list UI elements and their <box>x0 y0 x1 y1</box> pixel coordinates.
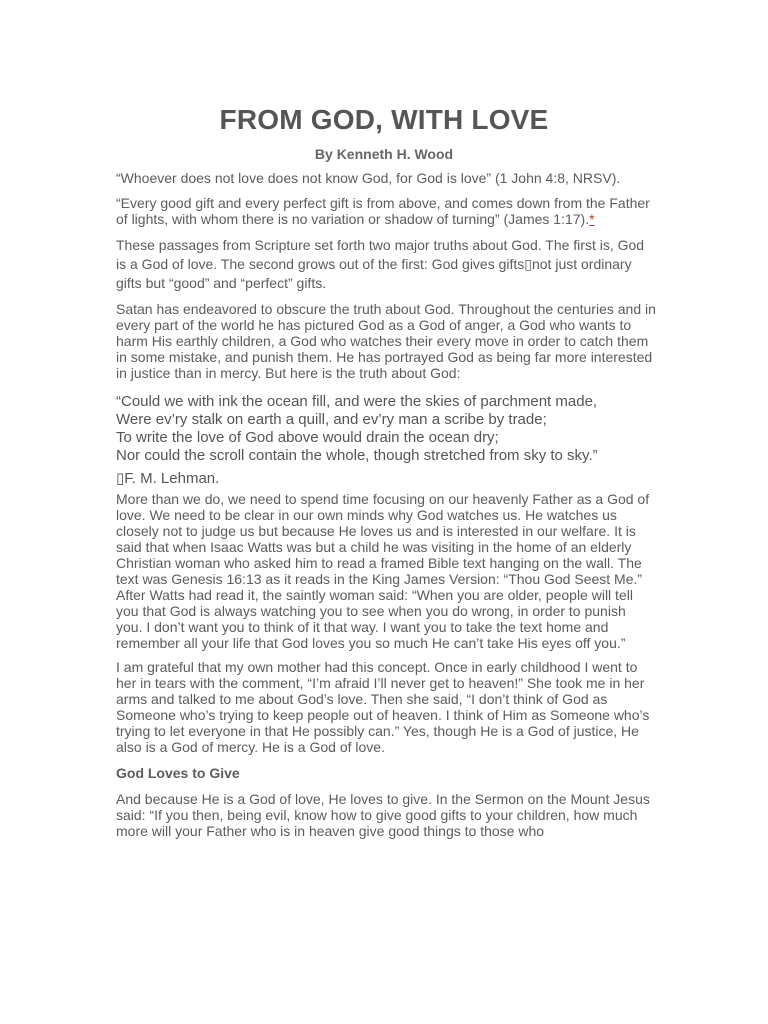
document-title: FROM GOD, WITH LOVE <box>219 104 549 135</box>
section-heading: God Loves to Give <box>116 764 240 781</box>
author-byline: By Kenneth H. Wood <box>314 146 454 162</box>
poem-line: “Could we with ink the ocean fill, and were the skies of parchment made, <box>116 392 598 410</box>
poem-block <box>116 393 656 465</box>
footnote-link[interactable]: * <box>589 211 595 227</box>
scripture-quote-2-text: “Every good gift and every perfect gift is from above, and comes down from the Father of lights, with whom there is no variation or shadow of turning” (James 1:17). <box>116 194 650 227</box>
poem-line: Were ev’ry stalk on earth a quill, and ev’ry man a scribe by trade; <box>116 410 547 428</box>
paragraph-2: Satan has endeavored to obscure the truth about God. Throughout the centuries and in every part of the world he has pictured God as a God of anger, a God who wants to harm His earthly children, a God who watches their every move in order to catch them in some mistake, and punish them. He has portrayed God as being far more interested in justice than in mercy. But here is the truth about God: <box>116 300 656 381</box>
document-body <box>116 170 656 847</box>
paragraph-1: These passages from Scripture set forth two major truths about God. The first is, God is a God of love. The second grows out of the first: God gives gifts▯not just ordinary gifts but “good” and “perfect” gifts. <box>116 236 645 291</box>
scripture-quote-2 <box>116 195 656 228</box>
paragraph-3: More than we do, we need to spend time focusing on our heavenly Father as a God of love. We need to be clear in our own minds why God watches us. He watches us closely not to judge us but because He loves us and is interested in our welfare. It is said that when Isaac Watts was but a child he was visiting in the home of an elderly Christian woman who asked him to read a framed Bible text hanging on the wall. The text was Genesis 16:13 as it reads in the King James Version: “Thou God Seest Me.” After Watts had read it, the saintly woman said: “When you are older, people will tell you that God is always watching you to see when you do wrong, in order to punish you. I don’t want you to think of it that way. I want you to take the text home and remember all your life that God loves you so much He can’t take His eyes off you.” <box>116 490 650 651</box>
poem-attribution: ▯F. M. Lehman. <box>116 469 220 487</box>
poem-line: To write the love of God above would drain the ocean dry; <box>116 428 499 446</box>
paragraph-4: I am grateful that my own mother had this concept. Once in early childhood I went to her in tears with the comment, “I’m afraid I’ll never get to heaven!” She took me in her arms and talked to me about God’s love. Then she said, “I don’t think of God as Someone who’s trying to keep people out of heaven. I think of Him as Someone who’s trying to let everyone in that He possibly can.” Yes, though He is a God of justice, He also is a God of mercy. He is a God of love. <box>116 658 650 755</box>
scripture-quote-1: “Whoever does not love does not know God, for God is love” (1 John 4:8, NRSV). <box>116 170 621 186</box>
paragraph-5: And because He is a God of love, He loves to give. In the Sermon on the Mount Jesus said: “If you then, being evil, know how to give good gifts to your children, how much more will your Father who is in heaven give good things to those who <box>116 790 650 839</box>
poem-line: Nor could the scroll contain the whole, though stretched from sky to sky.” <box>116 446 598 464</box>
